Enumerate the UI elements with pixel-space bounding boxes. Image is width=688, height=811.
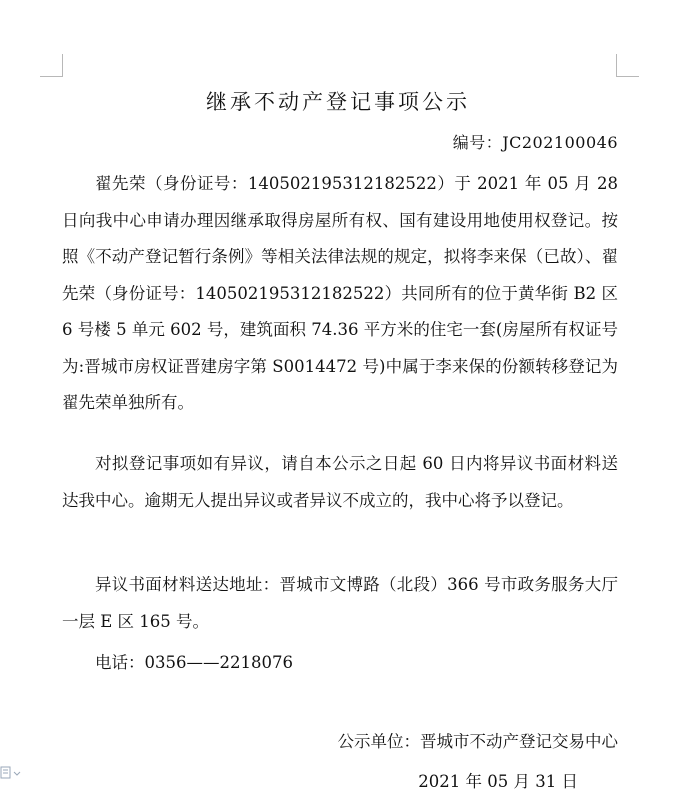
paragraph-objection: 对拟登记事项如有异议，请自本公示之日起 60 日内将异议书面材料送达我中心。逾期无人提出异议或者异议不成立的，我中心将予以登记。 (62, 454, 618, 510)
paragraph-phone: 电话：0356——2218076 (95, 653, 293, 672)
signature-unit: 公示单位：晋城市不动产登记交易中心 (337, 732, 618, 751)
page-options-icon[interactable] (0, 766, 22, 782)
paragraph-address: 异议书面材料送达地址：晋城市文博路（北段）366 号市政务服务大厅一层 E 区 165 号。 (62, 575, 618, 631)
document-title: 继承不动产登记事项公示 (206, 90, 470, 114)
signature-date: 2021 年 05 月 31 日 (418, 772, 578, 791)
document-number: 编号：JC202100046 (452, 133, 618, 152)
page-corner-mark-left (40, 54, 63, 77)
paragraph-application: 翟先荣（身份证号：140502195312182522）于 2021 年 05 月 28 日向我中心申请办理因继承取得房屋所有权、国有建设用地使用权登记。按照《不动产登记暂行条例》等相关法律法规的规定，拟将李来保（已故）、翟先荣（身份证号：140502195312182522）共同所有的位于黄华街 B2 区 6 号楼 5 单元 602 号，建筑面积 74.36 平方米的住宅一套(房屋所有权证号为:晋城市房权证晋建房字第 S0014472 号)中属于李来保的份额转移登记为翟先荣单独所有。 (62, 174, 618, 412)
page-corner-mark-right (616, 54, 639, 77)
